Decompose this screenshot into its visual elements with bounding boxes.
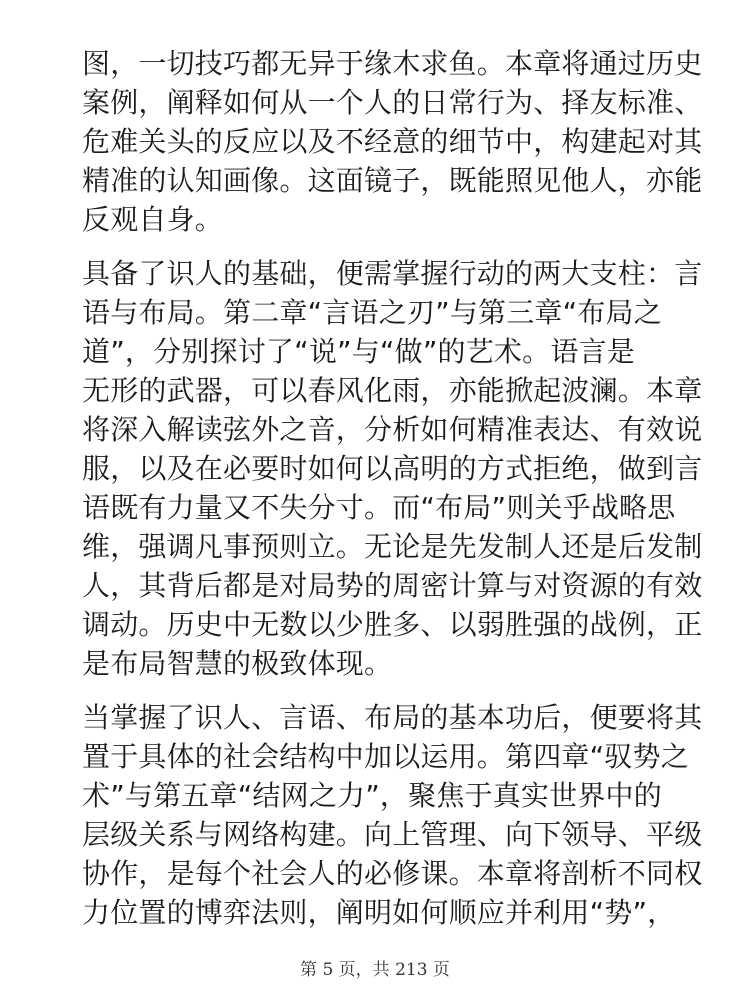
text-line: 反观自身。 — [82, 203, 224, 236]
text-line: 道”，分别探讨了“说”与“做”的艺术。语言是 — [82, 335, 635, 368]
paragraph-2 — [82, 254, 703, 683]
text-line: 图，一切技巧都无异于缘木求鱼。本章将通过历史 — [82, 47, 703, 80]
text-line: 维，强调凡事预则立。无论是先发制人还是后发制 — [82, 530, 703, 563]
text-line: 危难关头的反应以及不经意的细节中，构建起对其 — [82, 125, 703, 158]
text-line: 层级关系与网络构建。向上管理、向下领导、平级 — [82, 818, 703, 851]
text-line: 当掌握了识人、言语、布局的基本功后，便要将其 — [82, 701, 703, 734]
paragraph-3 — [82, 698, 703, 932]
paragraph-1 — [82, 44, 703, 239]
text-line: 精准的认知画像。这面镜子，既能照见他人，亦能 — [82, 164, 703, 197]
page-number-footer: 第 5 页，共 213 页 — [300, 960, 450, 980]
text-line: 服，以及在必要时如何以高明的方式拒绝，做到言 — [82, 452, 703, 485]
text-line: 具备了识人的基础，便需掌握行动的两大支柱：言 — [82, 257, 703, 290]
text-line: 人，其背后都是对局势的周密计算与对资源的有效 — [82, 569, 703, 602]
text-line: 置于具体的社会结构中加以运用。第四章“驭势之 — [82, 740, 689, 773]
text-line: 术”与第五章“结网之力”，聚焦于真实世界中的 — [82, 779, 662, 812]
text-line: 无形的武器，可以春风化雨，亦能掀起波澜。本章 — [82, 374, 703, 407]
text-line: 语既有力量又不失分寸。而“布局”则关乎战略思 — [82, 491, 676, 524]
body-text — [82, 44, 703, 947]
text-line: 调动。历史中无数以少胜多、以弱胜强的战例，正 — [82, 608, 703, 641]
text-line: 力位置的博弈法则，阐明如何顺应并利用“势”， — [82, 896, 676, 929]
text-line: 是布局智慧的极致体现。 — [82, 647, 393, 680]
text-line: 将深入解读弦外之音，分析如何精准表达、有效说 — [82, 413, 703, 446]
text-line: 协作，是每个社会人的必修课。本章将剖析不同权 — [82, 857, 703, 890]
text-line: 案例，阐释如何从一个人的日常行为、择友标准、 — [82, 86, 703, 119]
text-line: 语与布局。第二章“言语之刃”与第三章“布局之 — [82, 296, 662, 329]
